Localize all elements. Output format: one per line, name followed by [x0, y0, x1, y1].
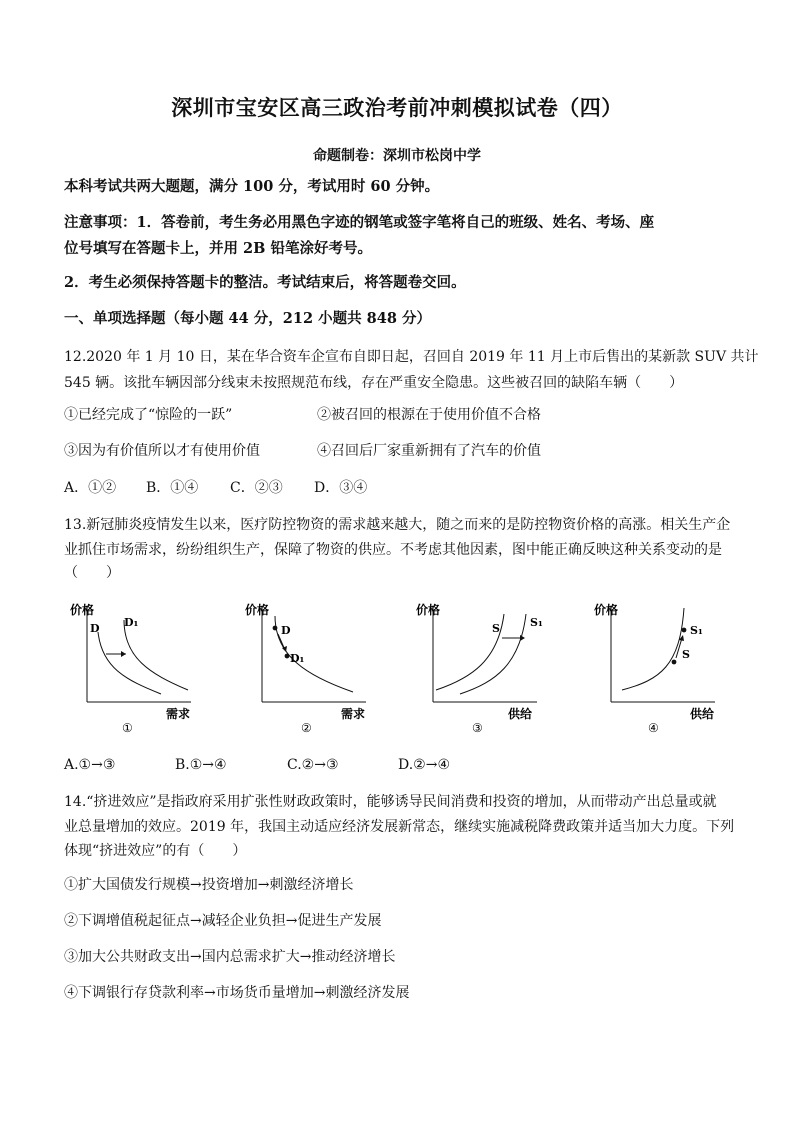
q13-choice-a: A.①→③	[64, 757, 116, 773]
graph-1-curve-d	[98, 632, 161, 694]
exam-info: 本科考试共两大题题，满分 100 分，考试用时 60 分钟。	[64, 178, 440, 195]
q14-stem-b: 业总量增加的效应。2019 年，我国主动适应经济发展新常态，继续实施减税降费政策并适当加大力度。下列	[64, 819, 735, 835]
graph-2	[241, 598, 381, 740]
graph-2-point-d1	[285, 654, 290, 659]
q14-option-4: ④下调银行存贷款利率→市场货币量增加→刺激经济发展	[64, 985, 410, 1001]
graph-3-curve2-label: S₁	[530, 616, 543, 629]
q14-stem-a: 14.“挤进效应”是指政府采用扩张性财政政策时，能够诱导民间消费和投资的增加，从而带动产出总量或就	[64, 794, 717, 810]
graph-4-point-s	[672, 660, 677, 665]
notice-1b: 位号填写在答题卡上，并用 2B 铅笔涂好考号。	[64, 240, 372, 257]
q13-choice-b: B.①→④	[175, 757, 227, 773]
graph-1-arrowhead	[121, 651, 126, 657]
section-heading: 一、单项选择题（每小题 44 分，212 小题共 848 分）	[64, 310, 431, 327]
graph-2-ylabel: 价格	[245, 603, 270, 617]
graph-2-curve2-label: D₁	[290, 652, 305, 665]
graph-1-number: ①	[122, 721, 133, 735]
q14-option-1: ①扩大国债发行规模→投资增加→刺激经济增长	[64, 877, 354, 893]
graph-3-ylabel: 价格	[416, 603, 441, 617]
q13-choice-d: D.②→④	[398, 757, 451, 773]
graph-2-curve1-label: D	[281, 624, 291, 637]
graph-4	[590, 598, 730, 740]
q13-choice-c: C.②→③	[287, 757, 339, 773]
notice-1a: 注意事项：1．答卷前，考生务必用黑色字迹的钢笔或签字笔将自己的班级、姓名、考场、座	[64, 214, 655, 231]
graph-1	[66, 598, 206, 740]
graph-1-ylabel: 价格	[70, 603, 95, 617]
graph-3-arrowhead	[520, 635, 525, 641]
graph-1-curve-d1	[124, 620, 188, 690]
notice-2: 2．考生必须保持答题卡的整洁。考试结束后，将答题卷交回。	[64, 274, 466, 291]
graph-2-number: ②	[301, 721, 312, 735]
q12-choice-d: D．③④	[314, 480, 368, 496]
page-subtitle: 命题制卷：深圳市松岗中学	[313, 148, 481, 164]
q12-choice-a: A．①②	[64, 480, 117, 496]
q12-choice-b: B．①④	[146, 480, 199, 496]
q12-stem-b: 545 辆。该批车辆因部分线束未按照规范布线，存在严重安全隐患。这些被召回的缺陷车辆（ ）	[64, 375, 684, 391]
graph-4-curve-s	[622, 608, 684, 690]
graph-3-number: ③	[472, 721, 483, 735]
q12-choice-c: C．②③	[230, 480, 283, 496]
graph-4-point-s1	[682, 628, 687, 633]
graph-3-xlabel: 供给	[508, 707, 533, 721]
q13-stem-b: 业抓住市场需求，纷纷组织生产，保障了物资的供应。不考虑其他因素，图中能正确反映这种关系变动的是	[64, 542, 722, 558]
graph-4-curve1-label: S	[682, 648, 690, 661]
q13-stem-a: 13.新冠肺炎疫情发生以来，医疗防控物资的需求越来越大，随之而来的是防控物资价格的高涨。相关生产企	[64, 517, 731, 533]
q12-option-4: ④召回后厂家重新拥有了汽车的价值	[317, 443, 541, 459]
q12-option-3: ③因为有价值所以才有使用价值	[64, 443, 260, 459]
graph-4-xlabel: 供给	[690, 707, 715, 721]
q14-option-3: ③加大公共财政支出→国内总需求扩大→推动经济增长	[64, 949, 396, 965]
q14-option-2: ②下调增值税起征点→减轻企业负担→促进生产发展	[64, 913, 382, 929]
graph-3	[412, 598, 552, 740]
graph-3-curve1-label: S	[492, 622, 500, 635]
graph-1-xlabel: 需求	[166, 707, 191, 721]
graph-4-curve2-label: S₁	[690, 624, 703, 637]
graph-1-curve2-label: D₁	[124, 616, 139, 629]
graph-1-curve1-label: D	[90, 622, 100, 635]
graph-4-ylabel: 价格	[594, 603, 619, 617]
q12-stem-a: 12.2020 年 1 月 10 日，某在华合资车企宣布自即日起，召回自 2019 年 11 月上市后售出的某新款 SUV 共计	[64, 349, 759, 365]
page-title: 深圳市宝安区高三政治考前冲刺模拟试卷（四）	[171, 95, 623, 120]
graph-2-xlabel: 需求	[341, 707, 366, 721]
graph-4-number: ④	[648, 721, 659, 735]
q13-stem-c: （ ）	[64, 565, 120, 581]
q14-stem-c: 体现“挤进效应”的有（ ）	[64, 843, 247, 859]
q12-option-1: ①已经完成了“惊险的一跃”	[64, 407, 233, 423]
graph-2-point-d	[273, 626, 278, 631]
q12-option-2: ②被召回的根源在于使用价值不合格	[317, 407, 541, 423]
